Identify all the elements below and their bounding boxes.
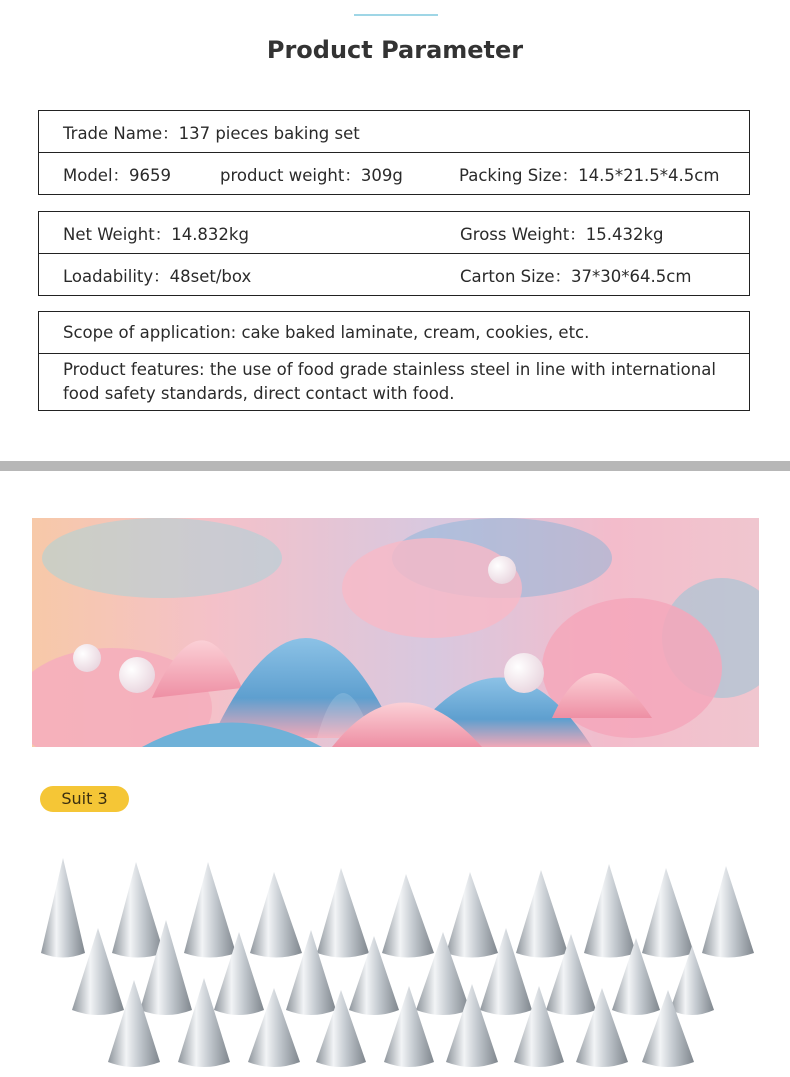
title-accent-line	[354, 14, 438, 16]
section-divider	[0, 461, 790, 471]
model-row-cell	[39, 153, 750, 195]
product-weight-value: product weight：309g	[220, 165, 403, 185]
model-value: Model：9659	[63, 165, 172, 185]
parameter-table-shipping	[38, 211, 750, 296]
table-row	[39, 153, 750, 195]
table-row	[39, 354, 750, 411]
suit-badge: Suit 3	[40, 786, 129, 812]
box-row-cell	[39, 254, 750, 296]
packing-size-value: Packing Size：14.5*21.5*4.5cm	[459, 165, 720, 185]
net-weight-value: Net Weight：14.832kg	[63, 224, 249, 244]
frosting-illustration	[32, 518, 759, 747]
table-row	[39, 212, 750, 254]
parameter-table-usage	[38, 311, 750, 411]
parameter-table-basic	[38, 110, 750, 195]
gross-weight-value: Gross Weight：15.432kg	[460, 224, 664, 244]
frosting-banner-image	[32, 518, 759, 747]
page-title: Product Parameter	[266, 36, 524, 64]
carton-size-value: Carton Size：37*30*64.5cm	[460, 266, 692, 286]
trade-name-cell: Trade Name：137 pieces baking set	[39, 111, 750, 153]
table-row	[39, 254, 750, 296]
features-cell: Product features: the use of food grade stainless steel in line with international food safety standards, direct contact with food.	[39, 354, 750, 411]
table-row	[39, 312, 750, 354]
tips-row-back	[41, 858, 754, 958]
piping-tips-illustration	[36, 850, 756, 1072]
piping-tips-image	[36, 850, 756, 1072]
loadability-value: Loadability：48set/box	[63, 266, 252, 286]
tips-row-front	[108, 978, 694, 1067]
scope-cell: Scope of application: cake baked laminate, cream, cookies, etc.	[39, 312, 750, 354]
weights-row-cell	[39, 212, 750, 254]
table-row	[39, 111, 750, 153]
